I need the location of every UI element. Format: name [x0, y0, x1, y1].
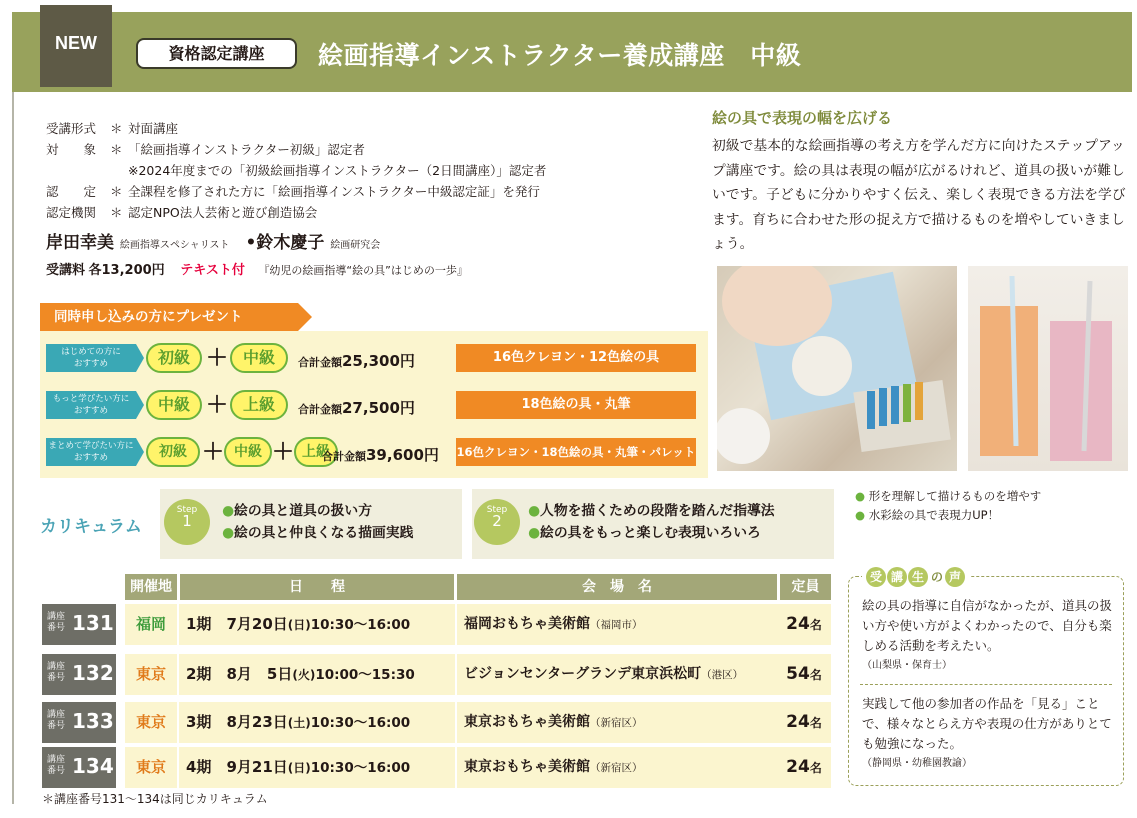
bullet-dot: ● — [855, 489, 866, 503]
capacity-number: 54 — [786, 664, 810, 684]
testimonial-text: 実践して他の参加者の作品を「見る」ことで、様々なとらえ方や表現の仕方がありとても勉強になった。 — [862, 696, 1112, 751]
info-sep: ＊ — [110, 205, 123, 220]
present-row — [46, 434, 704, 470]
testimonial — [862, 694, 1118, 769]
date: 9月21日 — [226, 758, 288, 776]
info-value: ※2024年度までの「初級絵画指導インストラクター（2日間講座）」認定者 — [128, 163, 547, 178]
photo-painted-bags — [968, 266, 1128, 471]
capacity-unit: 名 — [809, 668, 822, 682]
venue-city: 東京 — [135, 758, 166, 776]
total-price — [298, 350, 415, 371]
table-header: 開催地 — [125, 574, 177, 600]
weekday: (日) — [287, 618, 311, 632]
category-badge: 資格認定講座 — [136, 38, 297, 69]
info-label: 認定機関 — [46, 205, 97, 220]
gift-label: 16色クレヨン・18色絵の具・丸筆・パレット — [456, 438, 696, 466]
total-label: 合計金額 — [298, 403, 342, 416]
bullet-dot: ● — [222, 525, 235, 541]
title-char: 講 — [887, 567, 907, 587]
present-row-label — [46, 438, 136, 466]
item-text: 絵の具と仲良くなる描画実践 — [234, 525, 414, 541]
time: 10:00〜15:30 — [315, 667, 415, 683]
venue-name — [464, 702, 643, 744]
testimonial-divider — [860, 684, 1112, 685]
curriculum-item — [528, 522, 775, 544]
venue-city: 東京 — [135, 665, 166, 683]
venue-note: （新宿区） — [590, 717, 643, 729]
plus-sign: ＋ — [202, 440, 225, 465]
label-line: まとめて学びたい方に — [48, 441, 134, 451]
term: 2期 — [186, 665, 212, 683]
plus-sign: ＋ — [272, 440, 295, 465]
venue-note: （新宿区） — [590, 762, 643, 774]
title-particle: の — [931, 570, 944, 584]
present-row — [46, 387, 704, 423]
total-label: 合計金額 — [322, 450, 366, 463]
date: 8月23日 — [226, 713, 288, 731]
course-number-badge — [42, 654, 116, 695]
course-number: 132 — [72, 661, 114, 685]
item-text: 絵の具をもっと楽しむ表現いろいろ — [540, 525, 761, 541]
info-row — [46, 202, 546, 223]
schedule-date — [186, 702, 410, 744]
instructor-title: 絵画指導スペシャリスト — [119, 240, 230, 251]
capacity-number: 24 — [786, 614, 810, 634]
present-row — [46, 340, 704, 376]
plus-sign: ＋ — [206, 346, 229, 371]
course-number: 133 — [72, 709, 114, 733]
step-items — [222, 500, 413, 544]
level-badge: 上級 — [230, 390, 288, 420]
schedule-date — [186, 747, 410, 789]
capacity-unit: 名 — [809, 761, 822, 775]
fee-label: 受講料 — [46, 263, 86, 278]
capacity-number: 24 — [786, 757, 810, 777]
bullet-text: 形を理解して描けるものを増やす — [868, 489, 1042, 503]
table-header: 日 程 — [180, 574, 454, 600]
term: 4期 — [186, 758, 212, 776]
feature-bullet — [855, 488, 1041, 504]
present-banner: 同時申し込みの方にプレゼント — [40, 303, 298, 331]
schedule-date — [186, 654, 415, 696]
step-circle — [474, 499, 520, 545]
title-char: 声 — [945, 567, 965, 587]
total-price — [298, 397, 415, 418]
fee-line — [46, 259, 468, 278]
testimonial-author: （静岡県・幼稚園教諭） — [862, 758, 972, 769]
instructors — [46, 228, 380, 253]
course-number-badge — [42, 702, 116, 743]
info-value: 全課程を修了された方に「絵画指導インストラクター中級認定証」を発行 — [128, 184, 540, 199]
new-badge: NEW — [40, 5, 112, 87]
info-value: 「絵画指導インストラクター初級」認定者 — [128, 142, 365, 157]
textbook-title: 『幼児の絵画指導“絵の具”はじめの一歩』 — [258, 264, 468, 277]
capacity — [777, 654, 831, 695]
gift-label: 18色絵の具・丸筆 — [456, 391, 696, 419]
capacity — [777, 702, 831, 743]
total-label: 合計金額 — [298, 356, 342, 369]
label-line: おすすめ — [73, 359, 109, 369]
photo-illustration — [717, 266, 957, 471]
date: 7月20日 — [226, 615, 288, 633]
fee-amount: 各13,200円 — [88, 263, 165, 278]
venue-name — [464, 604, 643, 646]
bullet: • — [245, 233, 257, 253]
feature-bullet — [855, 507, 999, 523]
info-label: 対 象 — [46, 142, 97, 157]
table-header: 定員 — [780, 574, 831, 600]
course-number-prefix: 講座 番号 — [47, 612, 66, 633]
total-amount: 25,300円 — [342, 352, 415, 370]
column-divider — [177, 574, 179, 806]
page-title: 絵画指導インストラクター養成講座 中級 — [318, 41, 802, 70]
instructor-name: 岸田幸美 — [46, 233, 114, 253]
present-row-label — [46, 391, 136, 419]
course-number-badge — [42, 604, 116, 645]
title-char: 受 — [866, 567, 886, 587]
label-line: はじめての方に — [61, 347, 121, 357]
capacity — [777, 604, 831, 645]
gift-label: 16色クレヨン・12色絵の具 — [456, 344, 696, 372]
venue-note: （港区） — [701, 669, 744, 681]
course-number-badge — [42, 747, 116, 788]
bullet-dot: ● — [855, 508, 866, 522]
venue-text: ビジョンセンターグランデ東京浜松町 — [464, 666, 702, 682]
venue-note: （福岡市） — [590, 619, 643, 631]
level-badge: 中級 — [146, 390, 202, 420]
level-badge: 初級 — [146, 437, 200, 467]
capacity — [777, 747, 831, 788]
info-label: 認 定 — [46, 184, 97, 199]
weekday: (土) — [287, 716, 311, 730]
course-number: 134 — [72, 754, 114, 778]
step-items — [528, 500, 775, 544]
weekday: (日) — [287, 761, 311, 775]
total-amount: 27,500円 — [342, 399, 415, 417]
testimonial — [862, 596, 1118, 671]
curriculum-title: カリキュラム — [40, 517, 142, 537]
course-number-prefix: 講座 番号 — [47, 662, 66, 683]
venue-name — [464, 654, 743, 696]
weekday: (火) — [292, 668, 316, 682]
info-value: 認定NPO法人芸術と遊び創造協会 — [128, 205, 318, 220]
time: 10:30〜16:00 — [310, 715, 411, 731]
label-line: おすすめ — [73, 406, 109, 416]
course-number: 131 — [72, 611, 114, 635]
info-label: 受講形式 — [46, 121, 97, 136]
instructor-title: 絵画研究会 — [330, 240, 381, 251]
testimonial-author: （山梨県・保育士） — [862, 660, 952, 671]
bullet-text: 水彩絵の具で表現力UP！ — [868, 508, 1000, 522]
schedule-date — [186, 604, 410, 646]
step-label: Step — [486, 505, 508, 515]
item-text: 絵の具と道具の扱い方 — [234, 503, 373, 519]
level-badge: 上級 — [294, 437, 338, 467]
photo-child-painting — [717, 266, 957, 471]
capacity-unit: 名 — [809, 618, 822, 632]
text-included-label: テキスト付 — [180, 263, 245, 278]
info-row — [46, 181, 546, 202]
curriculum-item — [222, 522, 413, 544]
capacity-number: 24 — [786, 712, 810, 732]
level-badge: 中級 — [224, 437, 272, 467]
term: 3期 — [186, 713, 212, 731]
level-badge: 初級 — [146, 343, 202, 373]
step-circle — [164, 499, 210, 545]
left-divider — [12, 92, 14, 804]
section-heading: 絵の具で表現の幅を広げる — [712, 109, 893, 127]
course-number-prefix: 講座 番号 — [47, 710, 66, 731]
item-text: 人物を描くための段階を踏んだ指導法 — [540, 503, 775, 519]
testimonial-text: 絵の具の指導に自信がなかったが、道具の扱い方や使い方がよくわかったので、自分も楽しめる活動を考えたい。 — [862, 598, 1113, 653]
venue-text: 東京おもちゃ美術館 — [464, 759, 590, 775]
total-price — [322, 444, 439, 465]
photo-illustration — [968, 266, 1128, 471]
time: 10:30〜16:00 — [310, 617, 411, 633]
date: 8月 5日 — [226, 665, 293, 683]
venue-text: 東京おもちゃ美術館 — [464, 714, 590, 730]
column-divider — [455, 574, 457, 806]
course-info — [46, 118, 546, 223]
term: 1期 — [186, 615, 212, 633]
info-row — [46, 139, 546, 160]
total-amount: 39,600円 — [366, 446, 439, 464]
capacity-unit: 名 — [809, 716, 822, 730]
time: 10:30〜16:00 — [310, 760, 411, 776]
bullet-dot: ● — [528, 525, 541, 541]
footnote: ＊講座番号131〜134は同じカリキュラム — [42, 792, 268, 806]
curriculum-item — [528, 500, 775, 522]
description-text: 初級で基本的な絵画指導の考え方を学んだ方に向けたステップアップ講座です。絵の具は表現の幅が広がるけれど、道具の扱いが難しいです。子どもに分かりやすく伝え、楽しく表現できる方法を学びます。育ちに合わせた形の捉え方で描けるものを増やしていきましょう。 — [712, 138, 1126, 252]
step-number: 1 — [182, 512, 192, 530]
venue-name — [464, 747, 643, 789]
title-char: 生 — [908, 567, 928, 587]
label-line: もっと学びたい方に — [52, 394, 130, 404]
bullet-dot: ● — [528, 503, 541, 519]
curriculum-item — [222, 500, 413, 522]
venue-city: 福岡 — [135, 615, 166, 633]
plus-sign: ＋ — [206, 393, 229, 418]
course-number-prefix: 講座 番号 — [47, 755, 66, 776]
info-row — [46, 160, 546, 181]
level-badge: 中級 — [230, 343, 288, 373]
bullet-dot: ● — [222, 503, 235, 519]
info-sep: ＊ — [110, 184, 123, 199]
table-header: 会 場 名 — [457, 574, 777, 600]
step-number: 2 — [492, 512, 502, 530]
venue-city: 東京 — [135, 713, 166, 731]
step-label: Step — [176, 505, 198, 515]
venue-text: 福岡おもちゃ美術館 — [464, 616, 590, 632]
testimonials-title — [862, 566, 970, 587]
present-row-label — [46, 344, 136, 372]
info-sep: ＊ — [110, 121, 123, 136]
label-line: おすすめ — [73, 453, 109, 463]
info-row — [46, 118, 546, 139]
info-sep: ＊ — [110, 142, 123, 157]
instructor-name: 鈴木慶子 — [256, 233, 325, 253]
info-value: 対面講座 — [128, 121, 179, 136]
